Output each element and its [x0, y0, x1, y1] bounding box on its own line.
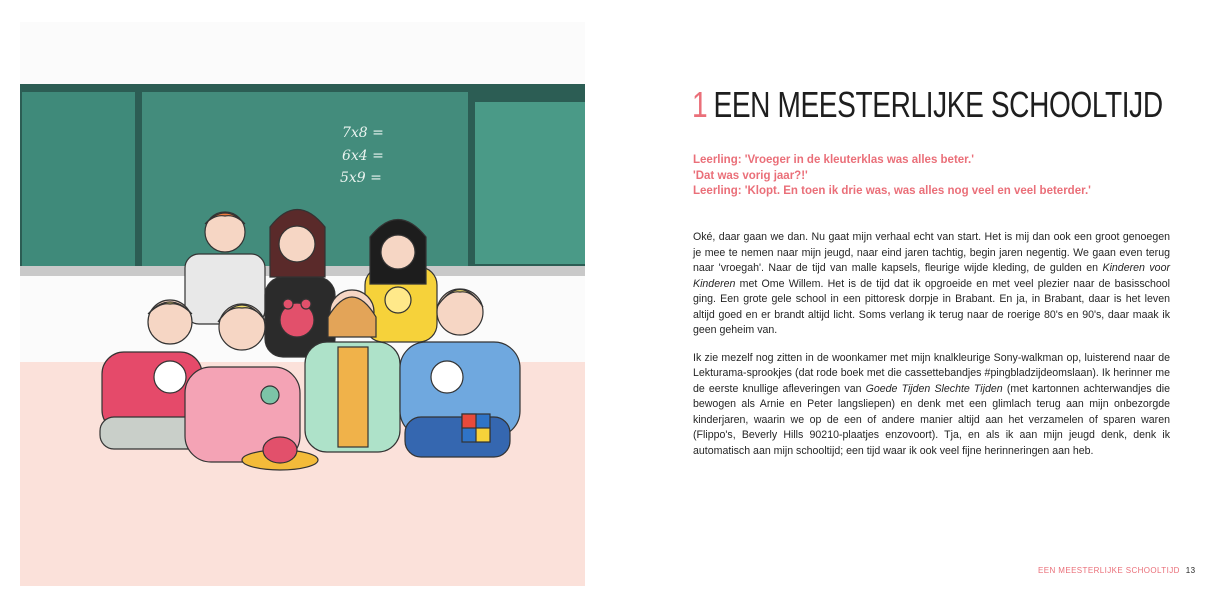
- chalk-line-2: 6x4 =: [342, 148, 384, 164]
- paragraph-2-title-reference: Goede Tijden Slechte Tijden: [865, 382, 1003, 395]
- paragraph-2-text-end: (met kartonnen achterwandjes die bewogen als Arnie en Peter langsliepen) en denk met een glimlach terug aan mijn onbezorgde kinderjaren, waarin we op de een of andere manier altijd aan het verzamelen of sparen waren (Flippo's, Beverly Hills 90210-plaatjes enzovoort). Tja, en als ik aan mijn jeugd denk, denk ik automatisch aan mijn schooltijd; een tijd waar ik ook veel fijne herinneringen aan heb.: [693, 382, 1170, 457]
- paragraph-1-text: Oké, daar gaan we dan. Nu gaat mijn verhaal echt van start. Het is mij dan ook een groot genoegen je mee te nemen naar mijn jeugd, naar eind jaren tachtig, begin jaren negentig. We gaan even terug naar 'vroegah'. Naar de tijd van malle kapsels, fleurige wijde kleding, de gulden en: [693, 231, 1170, 274]
- paragraph-2: [693, 351, 1170, 460]
- chapter-title: [692, 84, 1163, 126]
- paragraph-2-text: Ik zie mezelf nog zitten in de woonkamer met mijn knalkleurige Sony-walkman op, luisterend naar de Lekturama-sprookjes (dat rode boek met die cassettebandjes #pingbladzijdeomslaan). Ik herinner me de eerste knullige afleveringen van: [693, 351, 1170, 395]
- opening-dialogue: [693, 153, 1163, 200]
- page-footer: [1038, 566, 1196, 575]
- running-title: EEN MEESTERLIJKE SCHOOLTIJD: [1038, 566, 1180, 575]
- dialogue-line-2: 'Dat was vorig jaar?!': [693, 169, 808, 182]
- paragraph-1: [693, 230, 1170, 339]
- dialogue-line-3: Leerling: 'Klopt. En toen ik drie was, was alles nog veel en veel beterder.': [693, 185, 1091, 197]
- classroom-drawing: [20, 22, 585, 586]
- paragraph-1-title-reference: Kinderen voor Kinderen: [693, 262, 1170, 290]
- chalk-line-3: 5x9 =: [340, 170, 382, 186]
- page-number: 13: [1185, 566, 1196, 575]
- chapter-number: 1: [692, 84, 708, 125]
- dialogue-line-1: Leerling: 'Vroeger in de kleuterklas was alles beter.': [693, 154, 974, 166]
- chapter-title-text: EEN MEESTERLIJKE SCHOOLTIJD: [713, 84, 1163, 125]
- paragraph-1-text-end: met Ome Willem. Het is de tijd dat ik opgroeide en met veel plezier naar de basisschool ging. Een grote gele school in een pittoresk dorpje in Brabant. En ja, in Brabant, daar is het leven altijd goed en er brandt altijd licht. Soms verlang ik terug naar de roerige 80's en 90's, daar maak ik geen geheim van.: [693, 277, 1170, 336]
- classroom-illustration: [20, 22, 585, 586]
- chalk-line-1: 7x8 =: [342, 125, 384, 141]
- body-text: [693, 230, 1170, 471]
